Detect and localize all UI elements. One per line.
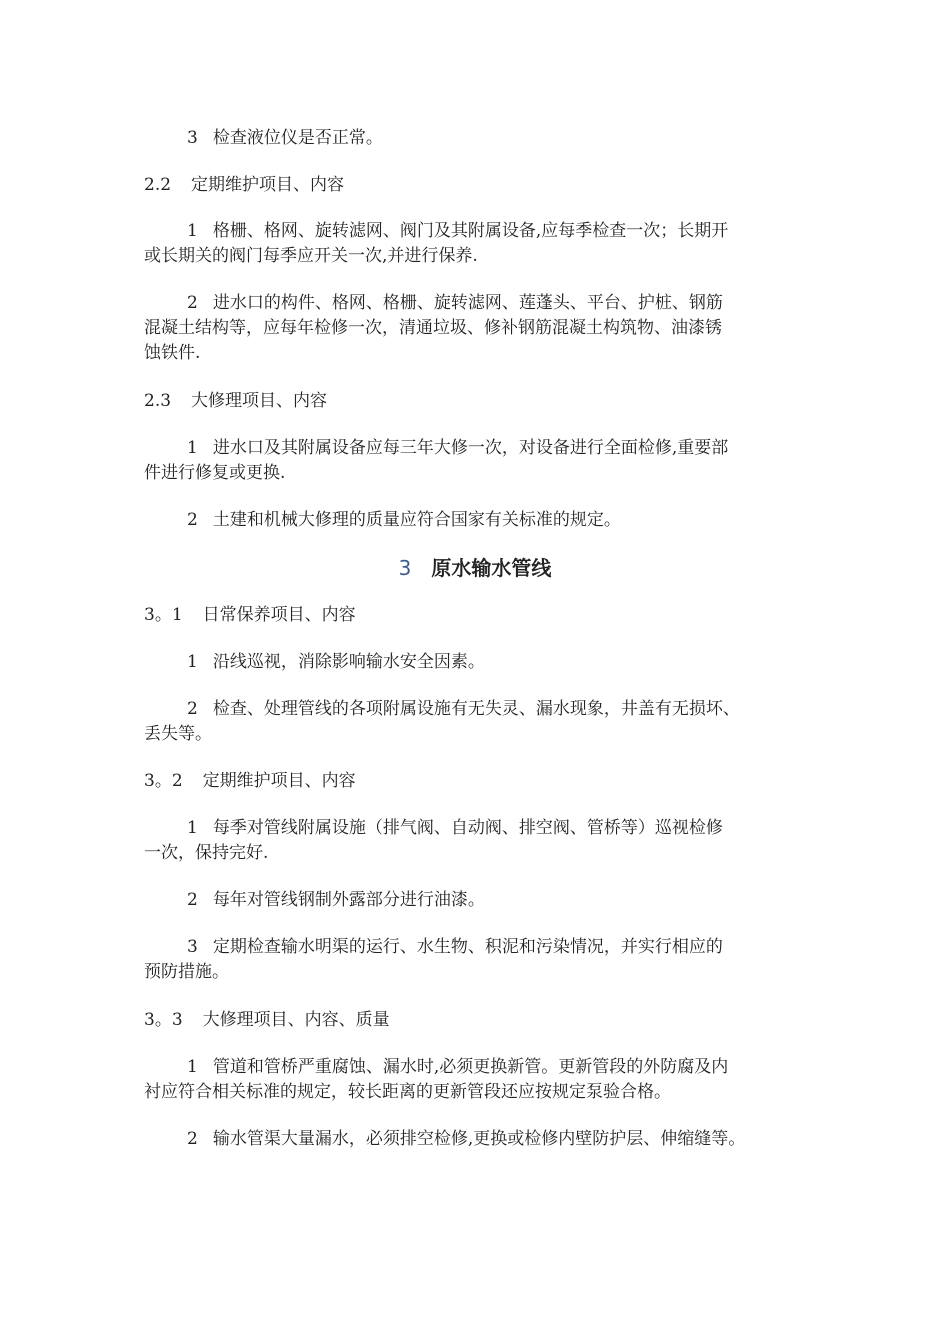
item-text: 每年对管线钢制外露部分进行油漆。	[212, 890, 485, 910]
section-heading	[144, 389, 327, 413]
section-heading	[144, 173, 344, 197]
list-item	[187, 508, 621, 532]
item-text: 土建和机械大修理的质量应符合国家有关标准的规定。	[212, 510, 621, 530]
item-number: 3	[187, 937, 198, 957]
item-continuation: 一次，保持完好.	[144, 843, 269, 863]
item-text: 每季对管线附属设施（排气阀、自动阀、排空阀、管桥等）巡视检修	[212, 818, 723, 838]
item-text: 格栅、格网、旋转滤网、阀门及其附属设备,应每季检查一次；长期开	[212, 221, 729, 241]
item-number: 2	[187, 293, 198, 313]
item-number: 2	[187, 510, 198, 530]
item-continuation: 混凝土结构等，应每年检修一次，清通垃圾、修补钢筋混凝土构筑物、油漆锈	[144, 318, 722, 338]
section-heading	[144, 603, 356, 627]
item-text: 管道和管桥严重腐蚀、漏水时,必须更换新管。更新管段的外防腐及内	[212, 1057, 729, 1077]
list-item	[187, 219, 728, 243]
section-title: 大修理项目、内容、质量	[202, 1010, 390, 1030]
section-number: 3。3	[144, 1010, 183, 1030]
list-item	[187, 436, 728, 460]
item-text: 检查液位仪是否正常。	[212, 128, 383, 148]
section-title: 日常保养项目、内容	[202, 605, 356, 625]
item-continuation: 预防措施。	[144, 962, 229, 982]
section-number: 2.3	[144, 391, 172, 411]
item-number: 2	[187, 699, 198, 719]
section-title: 定期维护项目、内容	[202, 771, 356, 791]
item-text: 沿线巡视，消除影响输水安全因素。	[212, 652, 485, 672]
item-text: 检查、处理管线的各项附属设施有无失灵、漏水现象，井盖有无损坏、	[212, 699, 740, 719]
item-number: 1	[187, 221, 198, 241]
list-item	[187, 650, 485, 674]
item-continuation: 件进行修复或更换.	[144, 463, 286, 483]
item-text: 定期检查输水明渠的运行、水生物、积泥和污染情况，并实行相应的	[212, 937, 723, 957]
item-continuation: 或长期关的阀门每季应开关一次,并进行保养.	[144, 246, 478, 266]
section-title: 大修理项目、内容	[191, 391, 328, 411]
item-number: 1	[187, 652, 198, 672]
section-heading	[144, 769, 356, 793]
section-number: 2.2	[144, 175, 172, 195]
chapter-heading	[0, 554, 950, 582]
item-number: 1	[187, 438, 198, 458]
list-item	[187, 291, 723, 315]
item-number: 2	[187, 1129, 198, 1149]
item-continuation: 衬应符合相关标准的规定，较长距离的更新管段还应按规定泵验合格。	[144, 1082, 671, 1102]
item-number: 1	[187, 1057, 198, 1077]
list-item	[187, 888, 485, 912]
item-continuation: 丢失等。	[144, 724, 212, 744]
item-text: 输水管渠大量漏水，必须排空检修,更换或检修内壁防护层、伸缩缝等。	[212, 1129, 746, 1149]
item-number: 1	[187, 818, 198, 838]
chapter-title: 原水输水管线	[431, 556, 552, 580]
section-heading	[144, 1008, 390, 1032]
list-item	[187, 697, 740, 721]
section-number: 3。2	[144, 771, 183, 791]
list-item	[187, 1055, 728, 1079]
item-text: 进水口的构件、格网、格栅、旋转滤网、莲蓬头、平台、护桩、钢筋	[212, 293, 723, 313]
section-number: 3。1	[144, 605, 183, 625]
chapter-number: 3	[398, 556, 412, 580]
list-item	[187, 935, 723, 959]
list-item	[187, 1127, 745, 1151]
section-title: 定期维护项目、内容	[191, 175, 345, 195]
item-continuation: 蚀铁件.	[144, 343, 201, 363]
item-number: 2	[187, 890, 198, 910]
list-item	[187, 816, 723, 840]
list-item	[187, 126, 383, 150]
item-text: 进水口及其附属设备应每三年大修一次，对设备进行全面检修,重要部	[212, 438, 729, 458]
item-number: 3	[187, 128, 198, 148]
